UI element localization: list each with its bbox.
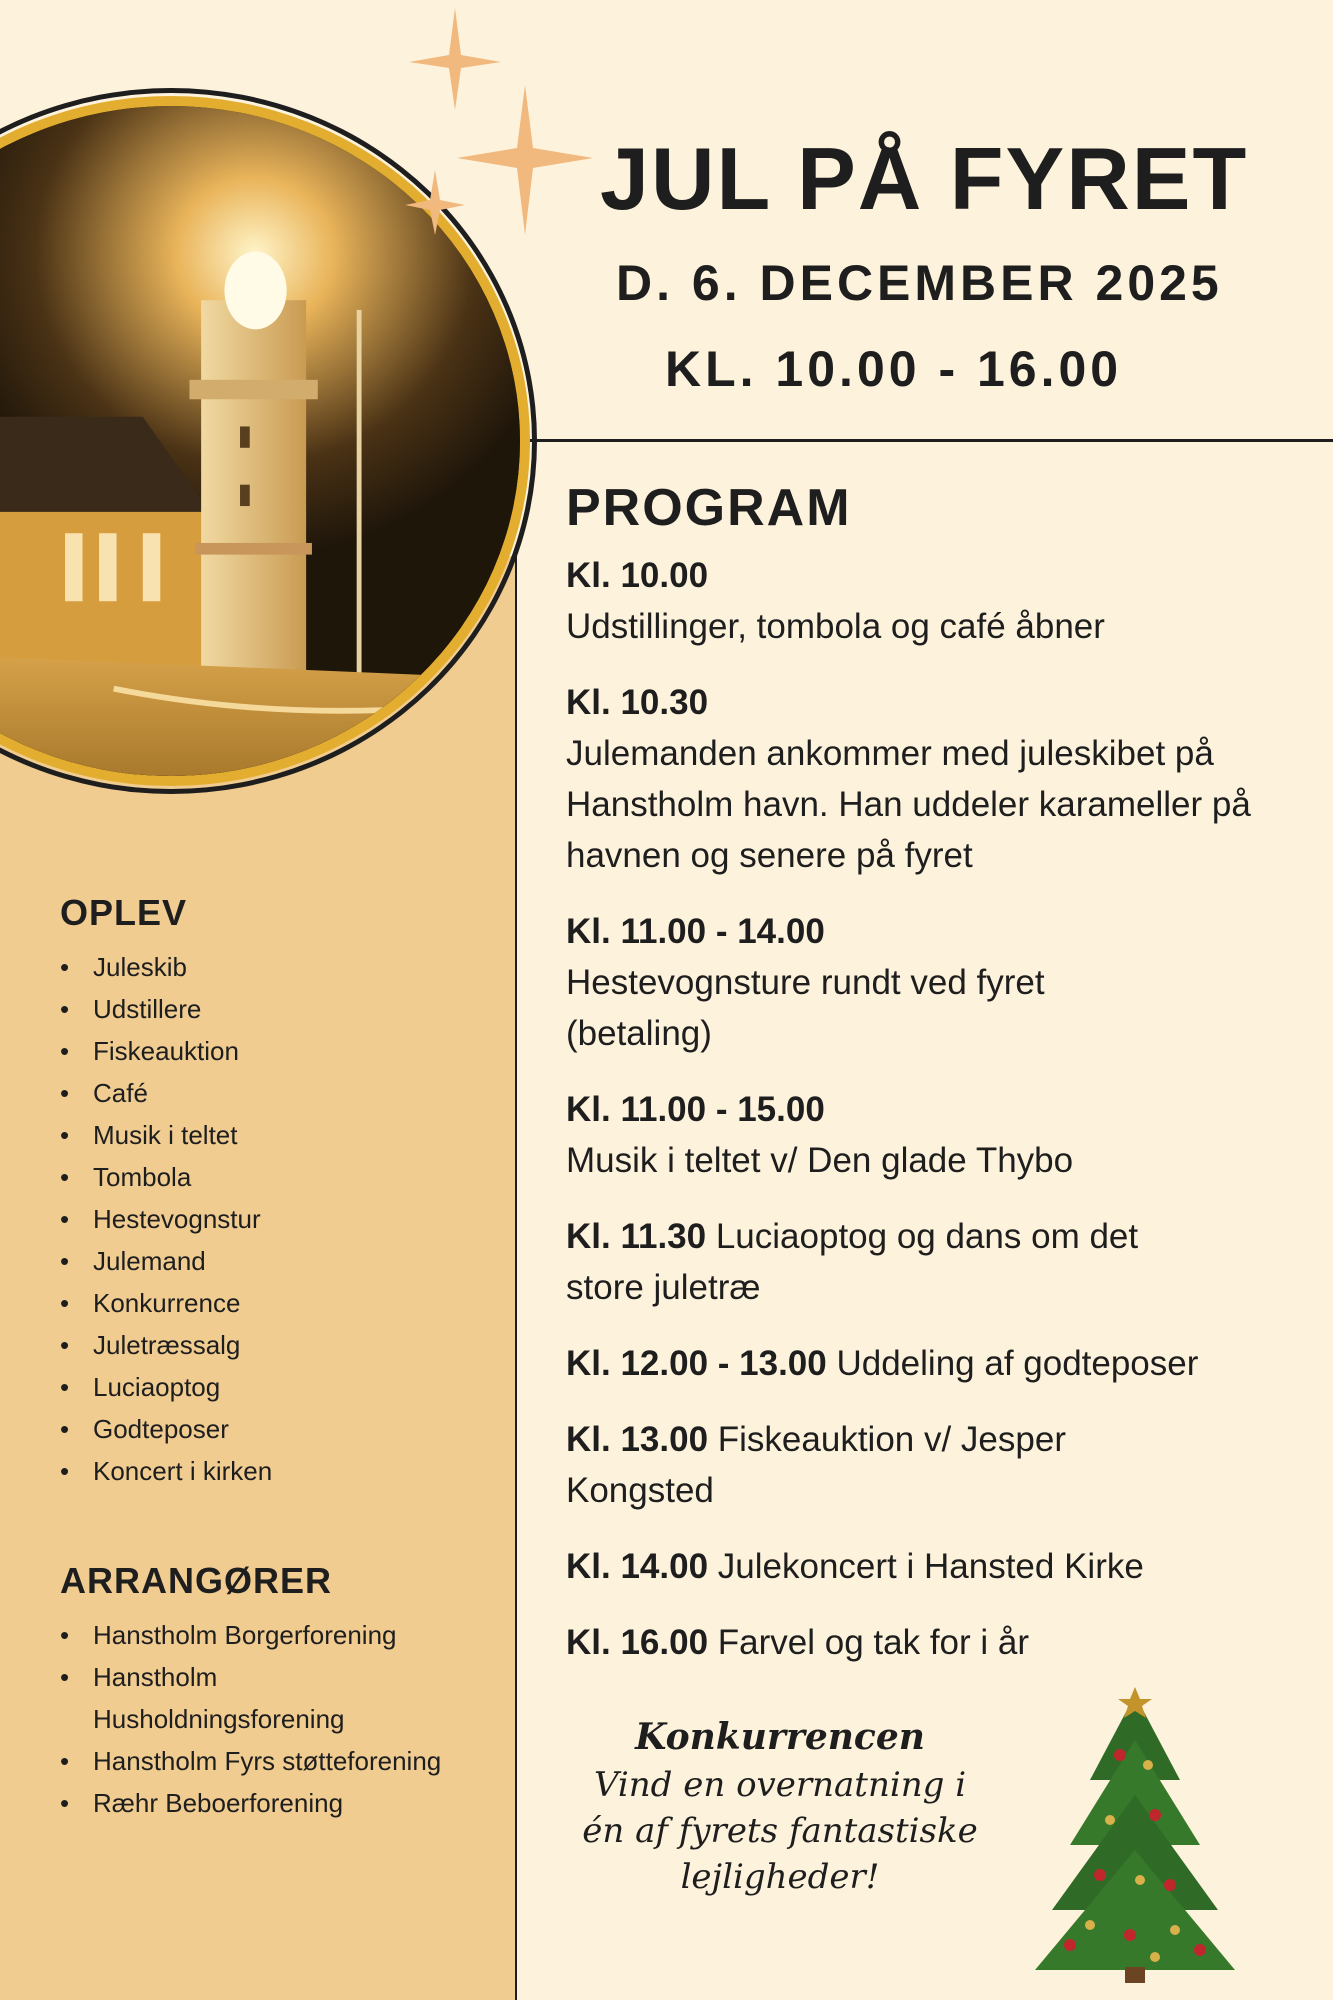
oplev-list xyxy=(60,946,510,1492)
oplev-heading: OPLEV xyxy=(60,892,188,933)
program-item xyxy=(566,677,1306,881)
christmas-tree-icon xyxy=(1030,1685,1240,1985)
program-text: Musik i teltet v/ Den glade Thybo xyxy=(566,1141,1074,1180)
star-decoration-icon xyxy=(395,0,610,240)
list-item: • Juleskib xyxy=(60,946,510,988)
program-heading: PROGRAM xyxy=(566,479,852,537)
program-text: Julemanden ankommer med juleskibet på Hanstholm havn. Han uddeler karameller på havnen og senere på fyret xyxy=(566,734,1251,875)
program-item xyxy=(566,1338,1306,1389)
program-text: Luciaoptog og dans om det store juletræ xyxy=(566,1217,1139,1307)
contest-title: Konkurrencen xyxy=(635,1716,925,1758)
event-time: KL. 10.00 - 16.00 xyxy=(665,341,1123,397)
list-item: • Hanstholm Husholdningsforening xyxy=(60,1656,363,1740)
program-time: Kl. 12.00 - 13.00 xyxy=(566,1344,827,1383)
list-item: • Hestevognstur xyxy=(60,1198,510,1240)
program-item xyxy=(566,906,1306,1059)
arrangorer-list xyxy=(60,1614,500,1824)
contest-text: Vind en overnatning i én af fyrets fantastiske lejligheder! xyxy=(582,1765,978,1897)
list-item: • Juletræssalg xyxy=(60,1324,510,1366)
list-item: • Hanstholm Fyrs støtteforening xyxy=(60,1740,500,1782)
program-time: Kl. 10.30 xyxy=(566,683,709,722)
list-item: • Luciaoptog xyxy=(60,1366,510,1408)
program-time: Kl. 10.00 xyxy=(566,556,709,595)
program-item xyxy=(566,1211,1216,1313)
program-time: Kl. 11.00 - 14.00 xyxy=(566,912,825,951)
program-time: Kl. 11.00 - 15.00 xyxy=(566,1090,825,1129)
program-item xyxy=(566,1084,1306,1186)
list-item: • Musik i teltet xyxy=(60,1114,510,1156)
list-item: • Julemand xyxy=(60,1240,510,1282)
list-item: • Fiskeauktion xyxy=(60,1030,510,1072)
program-list xyxy=(566,550,1306,1693)
list-item: • Ræhr Beboerforening xyxy=(60,1782,500,1824)
program-text: Farvel og tak for i år xyxy=(717,1623,1030,1662)
program-time: Kl. 14.00 xyxy=(566,1547,709,1586)
event-date: D. 6. DECEMBER 2025 xyxy=(616,255,1223,311)
program-item xyxy=(566,1617,1306,1668)
list-item: • Godteposer xyxy=(60,1408,510,1450)
list-item: • Tombola xyxy=(60,1156,510,1198)
program-item xyxy=(566,550,1306,652)
program-text: Uddeling af godteposer xyxy=(836,1344,1199,1383)
program-time: Kl. 11.30 xyxy=(566,1217,707,1256)
divider-line xyxy=(528,439,1333,442)
list-item: • Udstillere xyxy=(60,988,510,1030)
arrangorer-heading: ARRANGØRER xyxy=(60,1560,333,1601)
contest-box xyxy=(540,1712,1020,1900)
program-item xyxy=(566,1541,1306,1592)
program-time: Kl. 16.00 xyxy=(566,1623,709,1662)
list-item: • Koncert i kirken xyxy=(60,1450,510,1492)
program-text: Fiskeauktion v/ Jesper Kongsted xyxy=(566,1420,1066,1510)
program-item xyxy=(566,1414,1166,1516)
list-item: • Hanstholm Borgerforening xyxy=(60,1614,500,1656)
program-text: Julekoncert i Hansted Kirke xyxy=(717,1547,1144,1586)
program-text: Hestevognsture rundt ved fyret (betaling) xyxy=(566,963,1045,1053)
program-time: Kl. 13.00 xyxy=(566,1420,709,1459)
list-item: • Café xyxy=(60,1072,510,1114)
list-item: • Konkurrence xyxy=(60,1282,510,1324)
program-text: Udstillinger, tombola og café åbner xyxy=(566,607,1105,646)
page-title: JUL PÅ FYRET xyxy=(600,129,1249,228)
